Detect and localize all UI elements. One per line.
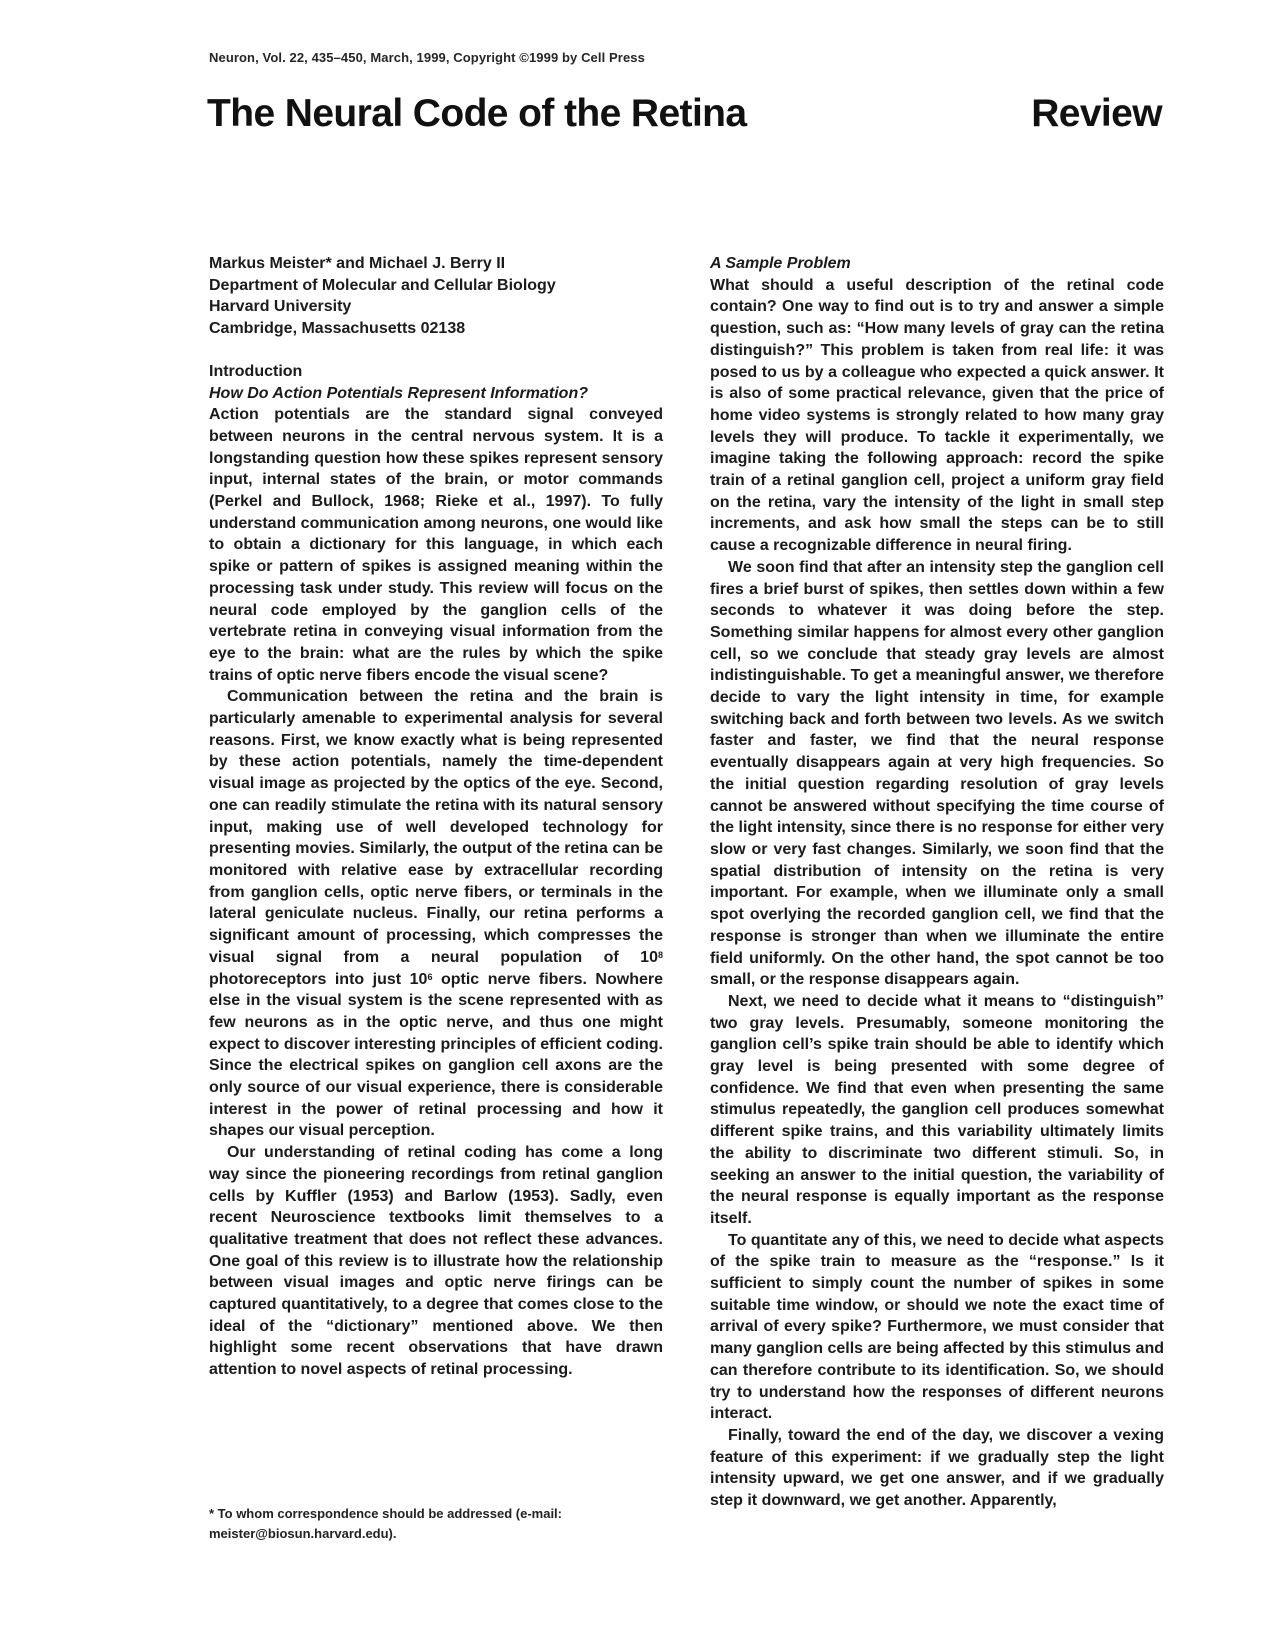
exponent-optic-fibers: 6	[427, 971, 433, 982]
journal-citation: Neuron, Vol. 22, 435–450, March, 1999, Copyright ©1999 by Cell Press	[209, 50, 645, 65]
article-type: Review	[1031, 92, 1162, 135]
author-location: Cambridge, Massachusetts 02138	[209, 320, 466, 338]
author-names: Markus Meister* and Michael J. Berry II	[209, 255, 506, 272]
sample-paragraph-5: Finally, toward the end of the day, we discover a vexing feature of this experiment: if we gradually step the light intensity upward, we get one answer, and if we gradually step it downward, we get another. Apparently,	[710, 1426, 1164, 1510]
author-department: Department of Molecular and Cellular Biology	[209, 276, 556, 294]
author-university: Harvard University	[209, 298, 352, 316]
intro-p2-text-a: Communication between the retina and the brain is particularly amenable to experimental analysis for several reasons. First, we know exactly what is being represented by these action potentials, namely the time-dependent visual image as projected by the optics of the eye. Second, one can readily stimulate the retina with its natural sensory input, making use of well developed technology for presenting movies. Similarly, the output of the retina can be monitored with relative ease by extracellular recording from ganglion cells, optic nerve fibers, or terminals in the lateral geniculate nucleus. Finally, our retina performs a significant amount of processing, which compresses the visual signal from a neural population of 10	[209, 688, 664, 966]
sample-paragraph-2: We soon find that after an intensity step the ganglion cell fires a brief burst of spikes, then settles down within a few seconds to whatever it was doing before the step. Something similar happens for almost every other ganglion cell, so we conclude that steady gray levels are almost indistinguishable. To get a meaningful answer, we therefore decide to vary the light intensity in time, for example switching back and forth between two levels. As we switch faster and faster, we find that the neural response eventually disappears again at very high frequencies. So the initial question regarding resolution of gray levels cannot be answered without specifying the time course of the light intensity, since there is no response for either very slow or very fast changes. Similarly, we soon find that the spatial distribution of intensity on the retina is very important. For example, when we illuminate only a small spot overlying the recorded ganglion cell, we find that the response is stronger than when we illuminate the entire field uniformly. On the other hand, the spot cannot be too small, or the response disappears again.	[710, 558, 1164, 989]
intro-paragraph-3: Our understanding of retinal coding has come a long way since the pioneering recordings from retinal ganglion cells by Kuffler (1953) and Barlow (1953). Sadly, even recent Neuroscience textbooks limit themselves to a qualitative treatment that does not reflect these advances. One goal of this review is to illustrate how the relationship between visual images and optic nerve firings can be captured quantitatively, to a degree that comes close to the ideal of the “dictionary” mentioned above. We then highlight some recent observations that have drawn attention to novel aspects of retinal processing.	[209, 1144, 663, 1379]
intro-paragraph-1: Action potentials are the standard signal conveyed between neurons in the central nervous system. It is a longstanding question how these spikes represent sensory input, internal states of the brain, or motor commands (Perkel and Bullock, 1968; Rieke et al., 1997). To fully understand communication among neurons, one would like to obtain a dictionary for this language, in which each spike or pattern of spikes is assigned meaning within the processing task under study. This review will focus on the neural code employed by the ganglion cells of the vertebrate retina in conveying visual information from the eye to the brain: what are the rules by which the spike trains of optic nerve fibers encode the visual scene?	[209, 406, 663, 684]
article-title: The Neural Code of the Retina	[207, 92, 747, 135]
exponent-photoreceptors: 8	[657, 949, 663, 960]
sample-paragraph-4: To quantitate any of this, we need to decide what aspects of the spike train to measure as the “response.” Is it sufficient to simply count the number of spikes in some suitable time window, or should we note the exact time of arrival of every spike? Furthermore, we must consider that many ganglion cells are being affected by this stimulus and can therefore contribute to its identification. So, we should try to understand how the responses of different neurons interact.	[710, 1231, 1164, 1423]
intro-paragraph-2	[209, 686, 663, 1142]
intro-p2-text-c: optic nerve fibers. Nowhere else in the visual system is the scene represented with as few neurons as in the optic nerve, and thus one might expect to discover interesting principles of efficient coding. Since the electrical spikes on ganglion cell axons are the only source of our visual experience, there is considerable interest in the power of retinal processing and how it shapes our visual perception.	[209, 970, 663, 1140]
section-heading-introduction: Introduction	[209, 362, 303, 380]
sample-paragraph-3: Next, we need to decide what it means to “distinguish” two gray levels. Presumably, someone monitoring the ganglion cell’s spike train should be able to identify which gray level is being presented with some degree of confidence. We find that even when presenting the same stimulus repeatedly, the ganglion cell produces somewhat different spike trains, and this variability ultimately limits the ability to discriminate two different stimuli. So, in seeking an answer to the initial question, the variability of the neural response is equally important as the response itself.	[710, 992, 1164, 1227]
intro-p2-text-b: photoreceptors into just 10	[209, 970, 428, 988]
subsection-heading: How Do Action Potentials Represent Information?	[209, 384, 588, 402]
sample-paragraph-1: What should a useful description of the retinal code contain? One way to find out is to try and answer a simple question, such as: “How many levels of gray can the retina distinguish?” This problem is taken from real life: it was posed to us by a colleague who expected a quick answer. It is also of some practical relevance, given that the price of home video systems is strongly related to how many gray levels they will produce. To tackle it experimentally, we imagine taking the following approach: record the spike train of a retinal ganglion cell, project a uniform gray field on the retina, vary the intensity of the light in small step increments, and ask how small the steps can be to still cause a recognizable difference in neural firing.	[710, 276, 1164, 555]
left-column	[209, 253, 663, 1381]
correspondence-footnote: * To whom correspondence should be addressed (e-mail: meister@biosun.harvard.edu).	[209, 1506, 562, 1541]
section-heading-sample-problem: A Sample Problem	[710, 255, 851, 272]
right-column	[710, 253, 1164, 1512]
